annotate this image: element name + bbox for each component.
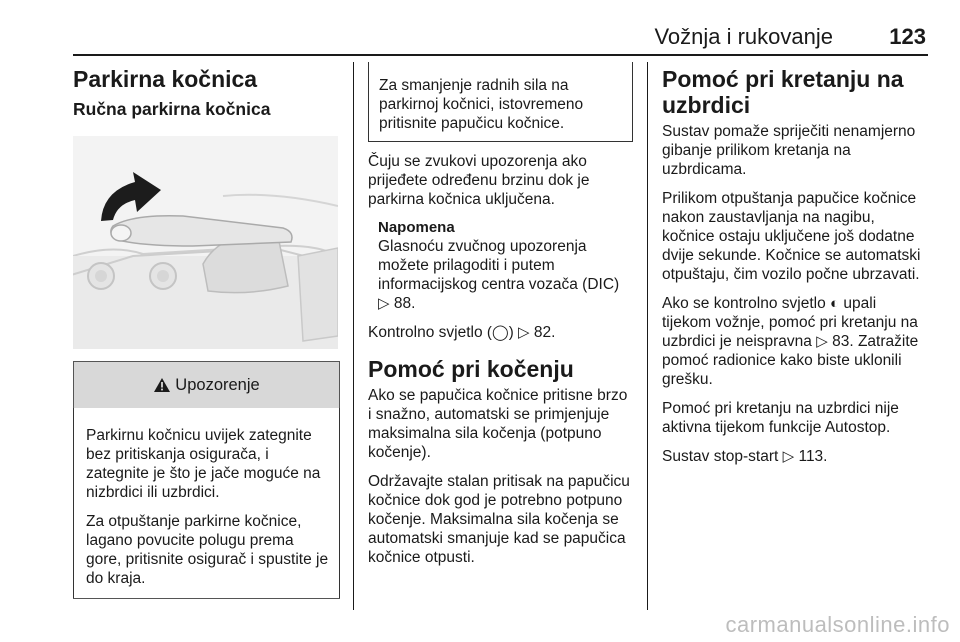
page-number: 123 [889, 24, 926, 49]
stop-start-page-ref: 113. [798, 448, 828, 465]
paragraph-brake-assist-1: Ako se papučica kočnice pritisne brzo i snažno, automatski se primjenjuje maksimalna sila kočenja (potpuno kočenje). [368, 387, 628, 461]
section-title-brake-assist: Pomoć pri kočenju [368, 356, 574, 382]
hand-brake-illustration [73, 136, 338, 349]
watermark: carmanualsonline.info [725, 612, 950, 637]
warning-triangle-icon [153, 377, 171, 393]
warning-paragraph-2: Za otpuštanje parkirne kočnice, lagano povucite polugu prema gore, pritisnite osigurač i spustite je do kraja. [86, 513, 329, 587]
warning-paragraph-1: Parkirnu kočnicu uvijek zategnite bez pritiskanja osigurača, i zategnite je što je jače moguće na nizbrdici ili uzbrdici. [86, 427, 321, 501]
page-header-title: Vožnja i rukovanje [654, 24, 833, 49]
page-reference-arrow-icon: ▷ [518, 324, 530, 341]
stop-start-text: Sustav stop-start [662, 448, 779, 465]
paragraph-hill-2: Prilikom otpuštanja papučice kočnice nakon zaustavljanja na nagibu, kočnice ostaju uključene još dodatne dvije sekunde. Kočnice se automatski otpuštaju, čim vozilo počne ubrzavati. [662, 190, 921, 283]
note-block [378, 219, 633, 313]
page-reference-arrow-icon: ▷ [782, 448, 795, 465]
brake-warning-light-icon: (◯) [486, 324, 514, 341]
paragraph-warning-sounds: Čuju se zvukovi upozorenja ako prijeđete određenu brzinu dok je parkirna kočnica uključena. [368, 153, 590, 208]
column-2 [368, 60, 633, 577]
paragraph-hill-4: Pomoć pri kretanju na uzbrdici nije aktivna tijekom funkcije Autostop. [662, 400, 899, 436]
warning-continued-text: Za smanjenje radnih sila na parkirnoj kočnici, istovremeno pritisnite papučicu kočnice. [379, 77, 584, 132]
hill-light-text-prefix: Ako se kontrolno svjetlo [662, 295, 826, 312]
hand-brake-drawing [73, 136, 338, 349]
paragraph-hill-1: Sustav pomaže spriječiti nenamjerno gibanje prilikom kretanja na uzbrdicama. [662, 123, 916, 178]
paragraph-stop-start [662, 447, 928, 466]
paragraph-control-light [368, 323, 633, 342]
note-text [378, 237, 633, 313]
column-3 [662, 60, 928, 476]
warning-body [73, 408, 340, 598]
column-1 [73, 60, 338, 599]
subsection-title-hand-brake: Ručna parkirna kočnica [73, 99, 271, 119]
header-rule [73, 54, 928, 56]
control-light-text: Kontrolno svjetlo [368, 324, 483, 341]
warning-box [73, 361, 340, 599]
section-title-parking-brake: Parkirna kočnica [73, 66, 258, 92]
page-reference-arrow-icon: ▷ [378, 295, 390, 312]
note-page-ref: 88. [393, 295, 416, 312]
section-title-hill-start-assist: Pomoć pri kretanju na uzbrdici [662, 66, 904, 118]
hill-light-text-mid: upali tijekom vožnje, pomoć pri kretanju na uzbrdici je neispravna [662, 295, 918, 350]
hill-start-assist-light-icon: ◐ [830, 295, 840, 312]
note-text-body: Glasnoću zvučnog upozorenja možete prilagoditi i putem informacijskog centra vozača (DIC) [378, 238, 620, 293]
page-reference-arrow-icon: ▷ [816, 333, 828, 350]
column-divider-1 [353, 62, 354, 610]
control-light-page-ref: 82. [533, 324, 556, 341]
paragraph-hill-3 [662, 294, 928, 389]
warning-header [74, 361, 339, 408]
continued-warning-box [368, 62, 633, 142]
warning-heading: Upozorenje [175, 375, 260, 394]
paragraph-brake-assist-2: Održavajte stalan pritisak na papučicu kočnice dok god je potrebno potpuno kočenje. Maksimalna sila kočenja se automatski smanjuje kad se papučica kočnice otpusti. [368, 473, 630, 566]
column-divider-2 [647, 62, 648, 610]
hill-light-page-ref: 83. Zatražite pomoć radionice kako biste uklonili grešku. [662, 333, 919, 388]
note-label: Napomena [378, 219, 455, 236]
